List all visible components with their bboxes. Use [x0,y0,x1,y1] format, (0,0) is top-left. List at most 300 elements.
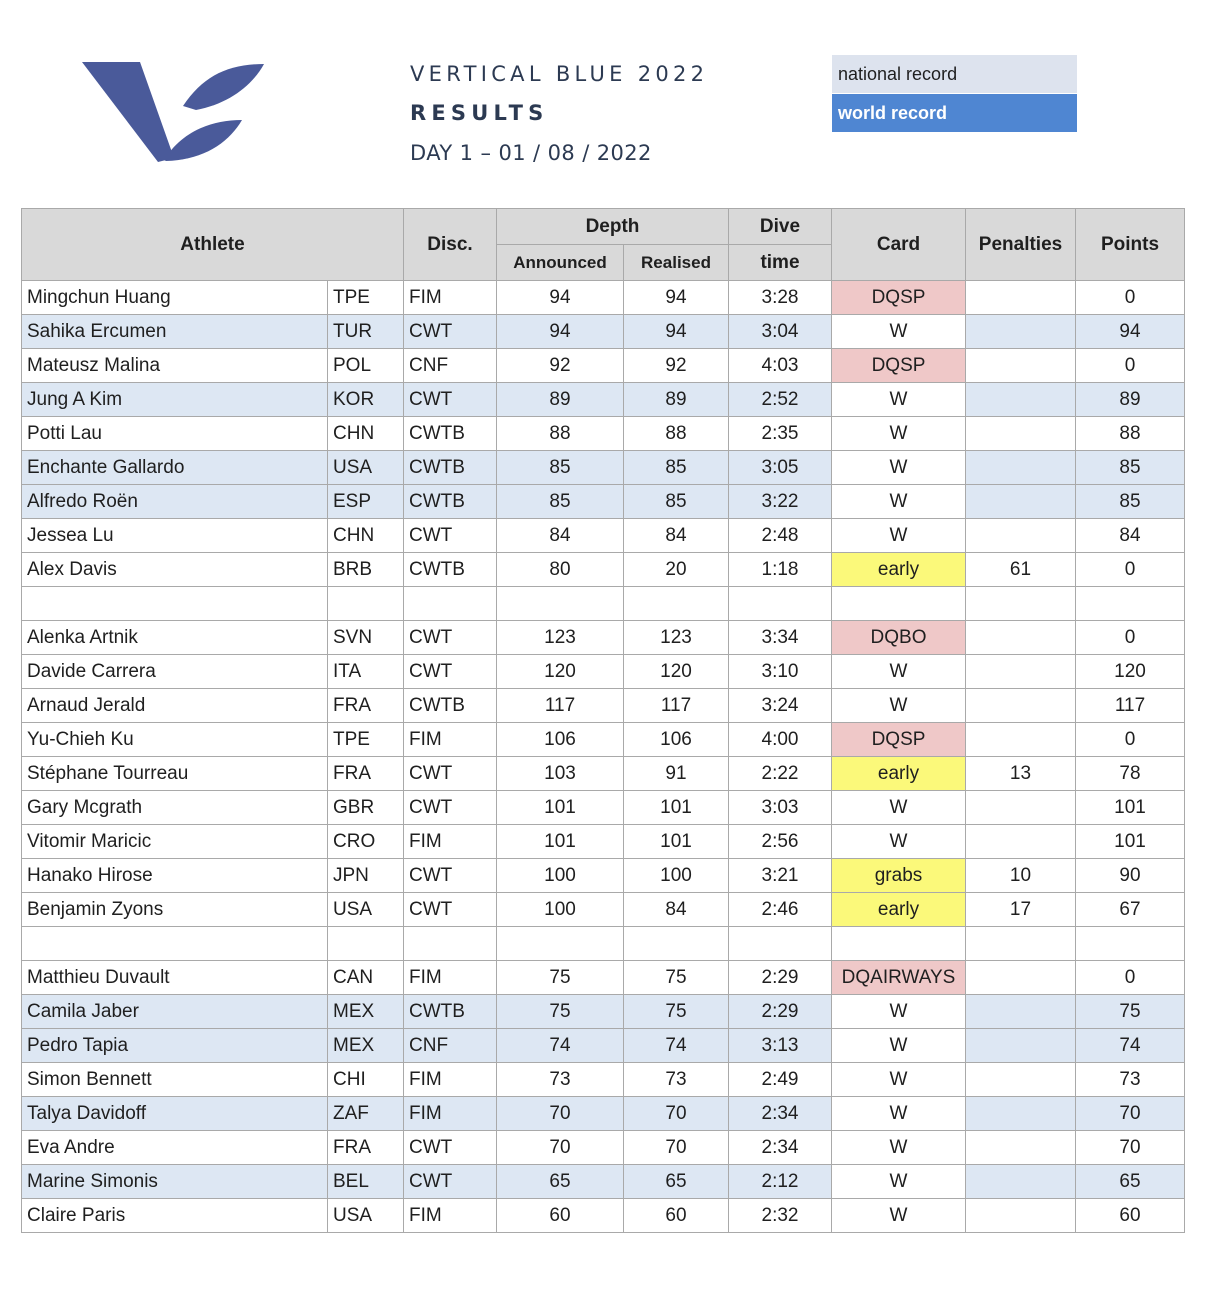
card-cell [832,1029,966,1063]
dive-time: 2:56 [729,825,832,859]
card-cell [832,485,966,519]
country-code: CHN [328,417,404,451]
discipline: FIM [404,1199,497,1233]
discipline: FIM [404,723,497,757]
discipline: CWTB [404,417,497,451]
card-badge: W [889,389,908,410]
spacer-cell [1076,587,1185,621]
announced-depth: 120 [497,655,624,689]
country-code: CRO [328,825,404,859]
points: 117 [1076,689,1185,723]
header-realised: Realised [624,245,729,281]
athlete-name: Enchante Gallardo [22,451,328,485]
athlete-name: Mingchun Huang [22,281,328,315]
discipline: CWT [404,519,497,553]
announced-depth: 85 [497,451,624,485]
country-code: MEX [328,1029,404,1063]
penalties [966,791,1076,825]
dive-time: 3:28 [729,281,832,315]
penalties [966,1199,1076,1233]
points: 0 [1076,281,1185,315]
country-code: FRA [328,757,404,791]
card-cell [832,519,966,553]
athlete-name: Camila Jaber [22,995,328,1029]
dive-time: 3:10 [729,655,832,689]
athlete-name: Mateusz Malina [22,349,328,383]
card-cell [832,1131,966,1165]
card-badge: W [889,321,908,342]
realised-depth: 94 [624,281,729,315]
table-row [22,723,1185,757]
card-badge: DQSP [832,281,965,314]
dive-time: 2:29 [729,961,832,995]
discipline: CWT [404,315,497,349]
announced-depth: 70 [497,1097,624,1131]
realised-depth: 85 [624,485,729,519]
discipline: CWT [404,859,497,893]
table-row [22,1131,1185,1165]
athlete-name: Yu-Chieh Ku [22,723,328,757]
announced-depth: 74 [497,1029,624,1063]
results-table [21,208,1185,1233]
athlete-name: Eva Andre [22,1131,328,1165]
athlete-name: Matthieu Duvault [22,961,328,995]
card-cell [832,1199,966,1233]
athlete-name: Alex Davis [22,553,328,587]
points: 0 [1076,621,1185,655]
dive-time: 2:29 [729,995,832,1029]
spacer-cell [966,927,1076,961]
points: 65 [1076,1165,1185,1199]
card-cell [832,689,966,723]
country-code: BRB [328,553,404,587]
legend-world-record: world record [832,94,1077,132]
table-row [22,383,1185,417]
card-cell [832,893,966,927]
announced-depth: 73 [497,1063,624,1097]
card-badge: W [889,1035,908,1056]
card-badge: W [889,525,908,546]
spacer-cell [404,587,497,621]
spacer-cell [328,587,404,621]
points: 88 [1076,417,1185,451]
realised-depth: 89 [624,383,729,417]
country-code: TPE [328,281,404,315]
realised-depth: 92 [624,349,729,383]
card-badge: W [889,457,908,478]
realised-depth: 73 [624,1063,729,1097]
dive-time: 3:04 [729,315,832,349]
card-badge: W [889,1103,908,1124]
card-cell [832,349,966,383]
header-penalties: Penalties [966,209,1076,281]
card-badge: early [832,893,965,926]
country-code: USA [328,451,404,485]
dive-time: 2:35 [729,417,832,451]
discipline: FIM [404,281,497,315]
announced-depth: 103 [497,757,624,791]
vertical-blue-logo-icon [78,58,270,166]
header-time: time [729,245,832,281]
spacer-cell [832,587,966,621]
announced-depth: 85 [497,485,624,519]
discipline: CNF [404,349,497,383]
card-badge: W [889,831,908,852]
table-row [22,893,1185,927]
spacer-cell [497,927,624,961]
penalties: 17 [966,893,1076,927]
header-announced: Announced [497,245,624,281]
country-code: MEX [328,995,404,1029]
card-cell [832,995,966,1029]
card-cell [832,723,966,757]
discipline: FIM [404,1063,497,1097]
card-cell [832,757,966,791]
penalties [966,1165,1076,1199]
spacer-cell [624,927,729,961]
dive-time: 2:34 [729,1097,832,1131]
points: 75 [1076,995,1185,1029]
points: 84 [1076,519,1185,553]
country-code: USA [328,1199,404,1233]
day-date: DAY 1 – 01 / 08 / 2022 [410,141,652,165]
card-cell [832,961,966,995]
table-row [22,315,1185,349]
penalties [966,723,1076,757]
points: 78 [1076,757,1185,791]
dive-time: 2:49 [729,1063,832,1097]
points: 0 [1076,553,1185,587]
points: 85 [1076,485,1185,519]
table-row [22,621,1185,655]
discipline: FIM [404,961,497,995]
discipline: CWTB [404,689,497,723]
legend-national-record: national record [832,55,1077,93]
table-row [22,995,1185,1029]
table-row [22,1199,1185,1233]
penalties: 61 [966,553,1076,587]
discipline: CWT [404,757,497,791]
points: 0 [1076,961,1185,995]
athlete-name: Jessea Lu [22,519,328,553]
country-code: FRA [328,1131,404,1165]
announced-depth: 94 [497,281,624,315]
announced-depth: 94 [497,315,624,349]
card-cell [832,621,966,655]
discipline: CNF [404,1029,497,1063]
realised-depth: 74 [624,1029,729,1063]
realised-depth: 75 [624,995,729,1029]
discipline: CWTB [404,451,497,485]
header-card: Card [832,209,966,281]
athlete-name: Vitomir Maricic [22,825,328,859]
card-badge: early [832,757,965,790]
athlete-name: Stéphane Tourreau [22,757,328,791]
dive-time: 2:32 [729,1199,832,1233]
card-cell [832,655,966,689]
realised-depth: 120 [624,655,729,689]
realised-depth: 85 [624,451,729,485]
realised-depth: 84 [624,519,729,553]
card-cell [832,1063,966,1097]
penalties [966,655,1076,689]
country-code: CHN [328,519,404,553]
card-badge: grabs [832,859,965,892]
country-code: FRA [328,689,404,723]
penalties [966,485,1076,519]
announced-depth: 123 [497,621,624,655]
athlete-name: Alenka Artnik [22,621,328,655]
country-code: ZAF [328,1097,404,1131]
realised-depth: 88 [624,417,729,451]
table-row [22,281,1185,315]
penalties: 10 [966,859,1076,893]
realised-depth: 106 [624,723,729,757]
realised-depth: 65 [624,1165,729,1199]
spacer-cell [22,587,328,621]
announced-depth: 80 [497,553,624,587]
spacer-cell [729,587,832,621]
table-row [22,349,1185,383]
athlete-name: Simon Bennett [22,1063,328,1097]
announced-depth: 60 [497,1199,624,1233]
points: 101 [1076,825,1185,859]
card-cell [832,281,966,315]
penalties: 13 [966,757,1076,791]
card-badge: DQSP [832,723,965,756]
table-row [22,825,1185,859]
discipline: CWT [404,1165,497,1199]
discipline: CWT [404,791,497,825]
table-row [22,791,1185,825]
points: 94 [1076,315,1185,349]
card-badge: W [889,1069,908,1090]
announced-depth: 106 [497,723,624,757]
penalties [966,961,1076,995]
points: 120 [1076,655,1185,689]
country-code: KOR [328,383,404,417]
table-row [22,417,1185,451]
realised-depth: 91 [624,757,729,791]
table-row [22,1097,1185,1131]
country-code: USA [328,893,404,927]
table-row [22,961,1185,995]
card-badge: W [889,661,908,682]
header-athlete: Athlete [22,209,404,281]
country-code: CHI [328,1063,404,1097]
table-row [22,757,1185,791]
penalties [966,1063,1076,1097]
dive-time: 2:48 [729,519,832,553]
dive-time: 3:13 [729,1029,832,1063]
announced-depth: 89 [497,383,624,417]
realised-depth: 100 [624,859,729,893]
table-row [22,485,1185,519]
athlete-name: Davide Carrera [22,655,328,689]
dive-time: 1:18 [729,553,832,587]
dive-time: 2:22 [729,757,832,791]
table-row [22,553,1185,587]
country-code: CAN [328,961,404,995]
dive-time: 3:03 [729,791,832,825]
dive-time: 4:03 [729,349,832,383]
card-badge: W [889,1001,908,1022]
dive-time: 2:46 [729,893,832,927]
discipline: CWT [404,893,497,927]
points: 74 [1076,1029,1185,1063]
country-code: SVN [328,621,404,655]
card-badge: W [889,797,908,818]
card-cell [832,825,966,859]
country-code: TUR [328,315,404,349]
card-badge: W [889,1137,908,1158]
announced-depth: 100 [497,893,624,927]
penalties [966,995,1076,1029]
spacer-row [22,927,1185,961]
penalties [966,621,1076,655]
country-code: ITA [328,655,404,689]
points: 90 [1076,859,1185,893]
points: 85 [1076,451,1185,485]
penalties [966,383,1076,417]
results-heading: RESULTS [410,101,549,125]
athlete-name: Arnaud Jerald [22,689,328,723]
realised-depth: 70 [624,1097,729,1131]
dive-time: 4:00 [729,723,832,757]
card-cell [832,417,966,451]
points: 0 [1076,349,1185,383]
penalties [966,315,1076,349]
athlete-name: Alfredo Roën [22,485,328,519]
card-cell [832,859,966,893]
table-row [22,689,1185,723]
discipline: CWT [404,655,497,689]
dive-time: 3:22 [729,485,832,519]
penalties [966,1029,1076,1063]
points: 89 [1076,383,1185,417]
announced-depth: 65 [497,1165,624,1199]
athlete-name: Talya Davidoff [22,1097,328,1131]
realised-depth: 84 [624,893,729,927]
card-badge: W [889,491,908,512]
penalties [966,825,1076,859]
discipline: CWTB [404,553,497,587]
table-row [22,451,1185,485]
spacer-cell [729,927,832,961]
discipline: FIM [404,825,497,859]
country-code: ESP [328,485,404,519]
realised-depth: 75 [624,961,729,995]
penalties [966,689,1076,723]
card-cell [832,315,966,349]
athlete-name: Marine Simonis [22,1165,328,1199]
discipline: CWTB [404,995,497,1029]
points: 60 [1076,1199,1185,1233]
realised-depth: 20 [624,553,729,587]
announced-depth: 101 [497,825,624,859]
header-discipline: Disc. [404,209,497,281]
spacer-cell [1076,927,1185,961]
spacer-cell [404,927,497,961]
dive-time: 2:34 [729,1131,832,1165]
header-points: Points [1076,209,1185,281]
athlete-name: Jung A Kim [22,383,328,417]
points: 101 [1076,791,1185,825]
spacer-cell [966,587,1076,621]
realised-depth: 123 [624,621,729,655]
announced-depth: 75 [497,995,624,1029]
discipline: CWT [404,383,497,417]
discipline: CWT [404,1131,497,1165]
dive-time: 3:24 [729,689,832,723]
card-cell [832,791,966,825]
card-badge: DQBO [832,621,965,654]
realised-depth: 101 [624,791,729,825]
discipline: CWT [404,621,497,655]
country-code: BEL [328,1165,404,1199]
announced-depth: 84 [497,519,624,553]
country-code: JPN [328,859,404,893]
event-title: VERTICAL BLUE 2022 [410,62,709,86]
points: 73 [1076,1063,1185,1097]
card-cell [832,451,966,485]
announced-depth: 88 [497,417,624,451]
discipline: CWTB [404,485,497,519]
card-badge: W [889,1205,908,1226]
card-badge: W [889,1171,908,1192]
points: 67 [1076,893,1185,927]
announced-depth: 100 [497,859,624,893]
announced-depth: 101 [497,791,624,825]
header-dive: Dive [729,209,832,245]
realised-depth: 70 [624,1131,729,1165]
athlete-name: Potti Lau [22,417,328,451]
penalties [966,1131,1076,1165]
table-row [22,859,1185,893]
results-body [22,281,1185,1233]
discipline: FIM [404,1097,497,1131]
spacer-row [22,587,1185,621]
card-badge: DQSP [832,349,965,382]
table-row [22,1165,1185,1199]
announced-depth: 92 [497,349,624,383]
country-code: GBR [328,791,404,825]
table-row [22,519,1185,553]
card-cell [832,553,966,587]
spacer-cell [22,927,328,961]
dive-time: 3:05 [729,451,832,485]
card-cell [832,383,966,417]
realised-depth: 117 [624,689,729,723]
card-badge: DQAIRWAYS [832,961,965,994]
table-row [22,655,1185,689]
dive-time: 2:52 [729,383,832,417]
penalties [966,281,1076,315]
spacer-cell [832,927,966,961]
dive-time: 3:21 [729,859,832,893]
spacer-cell [497,587,624,621]
realised-depth: 101 [624,825,729,859]
card-badge: W [889,423,908,444]
announced-depth: 70 [497,1131,624,1165]
athlete-name: Gary Mcgrath [22,791,328,825]
athlete-name: Hanako Hirose [22,859,328,893]
penalties [966,519,1076,553]
points: 70 [1076,1097,1185,1131]
athlete-name: Claire Paris [22,1199,328,1233]
realised-depth: 94 [624,315,729,349]
penalties [966,451,1076,485]
